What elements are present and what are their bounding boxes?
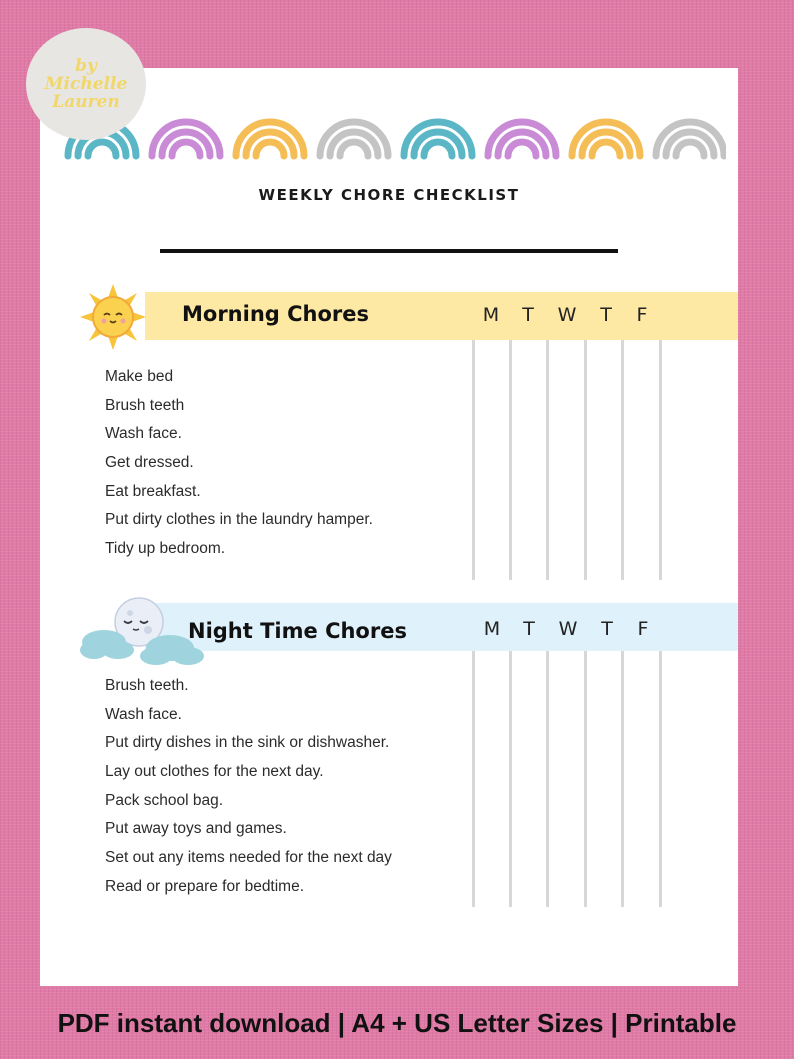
rainbow-border — [56, 100, 726, 162]
morning-column-line — [509, 340, 512, 580]
chore-item: Make bed — [105, 368, 174, 385]
morning-day-t2: T — [600, 304, 612, 326]
chore-item: Wash face. — [105, 705, 182, 723]
sun-icon — [78, 282, 148, 352]
night-column-line — [472, 651, 475, 907]
rainbow-icon — [236, 122, 304, 156]
morning-day-t: T — [522, 304, 534, 326]
night-title: Night Time Chores — [188, 619, 407, 643]
night-day-t: T — [523, 618, 535, 640]
chore-item: Pack school bag. — [105, 791, 224, 809]
chore-item: Put away toys and games. — [105, 820, 287, 838]
night-day-t2: T — [601, 618, 613, 640]
night-column-line — [509, 651, 512, 907]
chore-item: Brush teeth — [105, 396, 185, 414]
morning-day-f: F — [636, 304, 648, 326]
night-chore-list — [105, 672, 392, 902]
night-day-w: W — [558, 618, 578, 640]
badge-line-2: Michelle — [44, 74, 128, 94]
morning-column-line — [546, 340, 549, 580]
night-column-line — [546, 651, 549, 907]
morning-column-line — [659, 340, 662, 580]
night-day-m: M — [483, 618, 501, 640]
morning-day-w: W — [557, 304, 577, 326]
rainbow-icon — [404, 122, 472, 156]
night-column-line — [584, 651, 587, 907]
morning-column-line — [584, 340, 587, 580]
chore-item: Eat breakfast. — [105, 482, 201, 500]
night-day-f: F — [637, 618, 649, 640]
morning-column-line — [472, 340, 475, 580]
title-underline — [160, 249, 618, 253]
chore-item: Put dirty dishes in the sink or dishwasher. — [105, 734, 390, 752]
chore-item: Set out any items needed for the next day — [105, 849, 392, 867]
morning-day-m: M — [482, 304, 500, 326]
chore-item: Brush teeth. — [105, 677, 189, 694]
morning-title: Morning Chores — [182, 302, 370, 326]
chore-item: Lay out clothes for the next day. — [105, 763, 324, 781]
morning-column-line — [621, 340, 624, 580]
chore-item: Read or prepare for bedtime. — [105, 877, 305, 895]
badge-line-3: Lauren — [52, 92, 120, 112]
brand-badge — [26, 28, 146, 140]
rainbow-icon — [656, 122, 724, 156]
night-column-line — [621, 651, 624, 907]
rainbow-icon — [320, 122, 388, 156]
rainbow-icon — [488, 122, 556, 156]
rainbow-icon — [152, 122, 220, 156]
footer-banner: PDF instant download | A4 + US Letter Sizes | Printable — [57, 1008, 737, 1038]
page-title: WEEKLY CHORE CHECKLIST — [258, 186, 520, 204]
rainbow-icon — [572, 122, 640, 156]
morning-chore-list — [105, 363, 373, 564]
chore-item: Get dressed. — [105, 454, 194, 472]
chore-item: Wash face. — [105, 425, 182, 443]
chore-item: Put dirty clothes in the laundry hamper. — [105, 511, 373, 529]
night-column-line — [659, 651, 662, 907]
chore-item: Tidy up bedroom. — [105, 540, 226, 558]
badge-line-1: by — [75, 56, 97, 76]
